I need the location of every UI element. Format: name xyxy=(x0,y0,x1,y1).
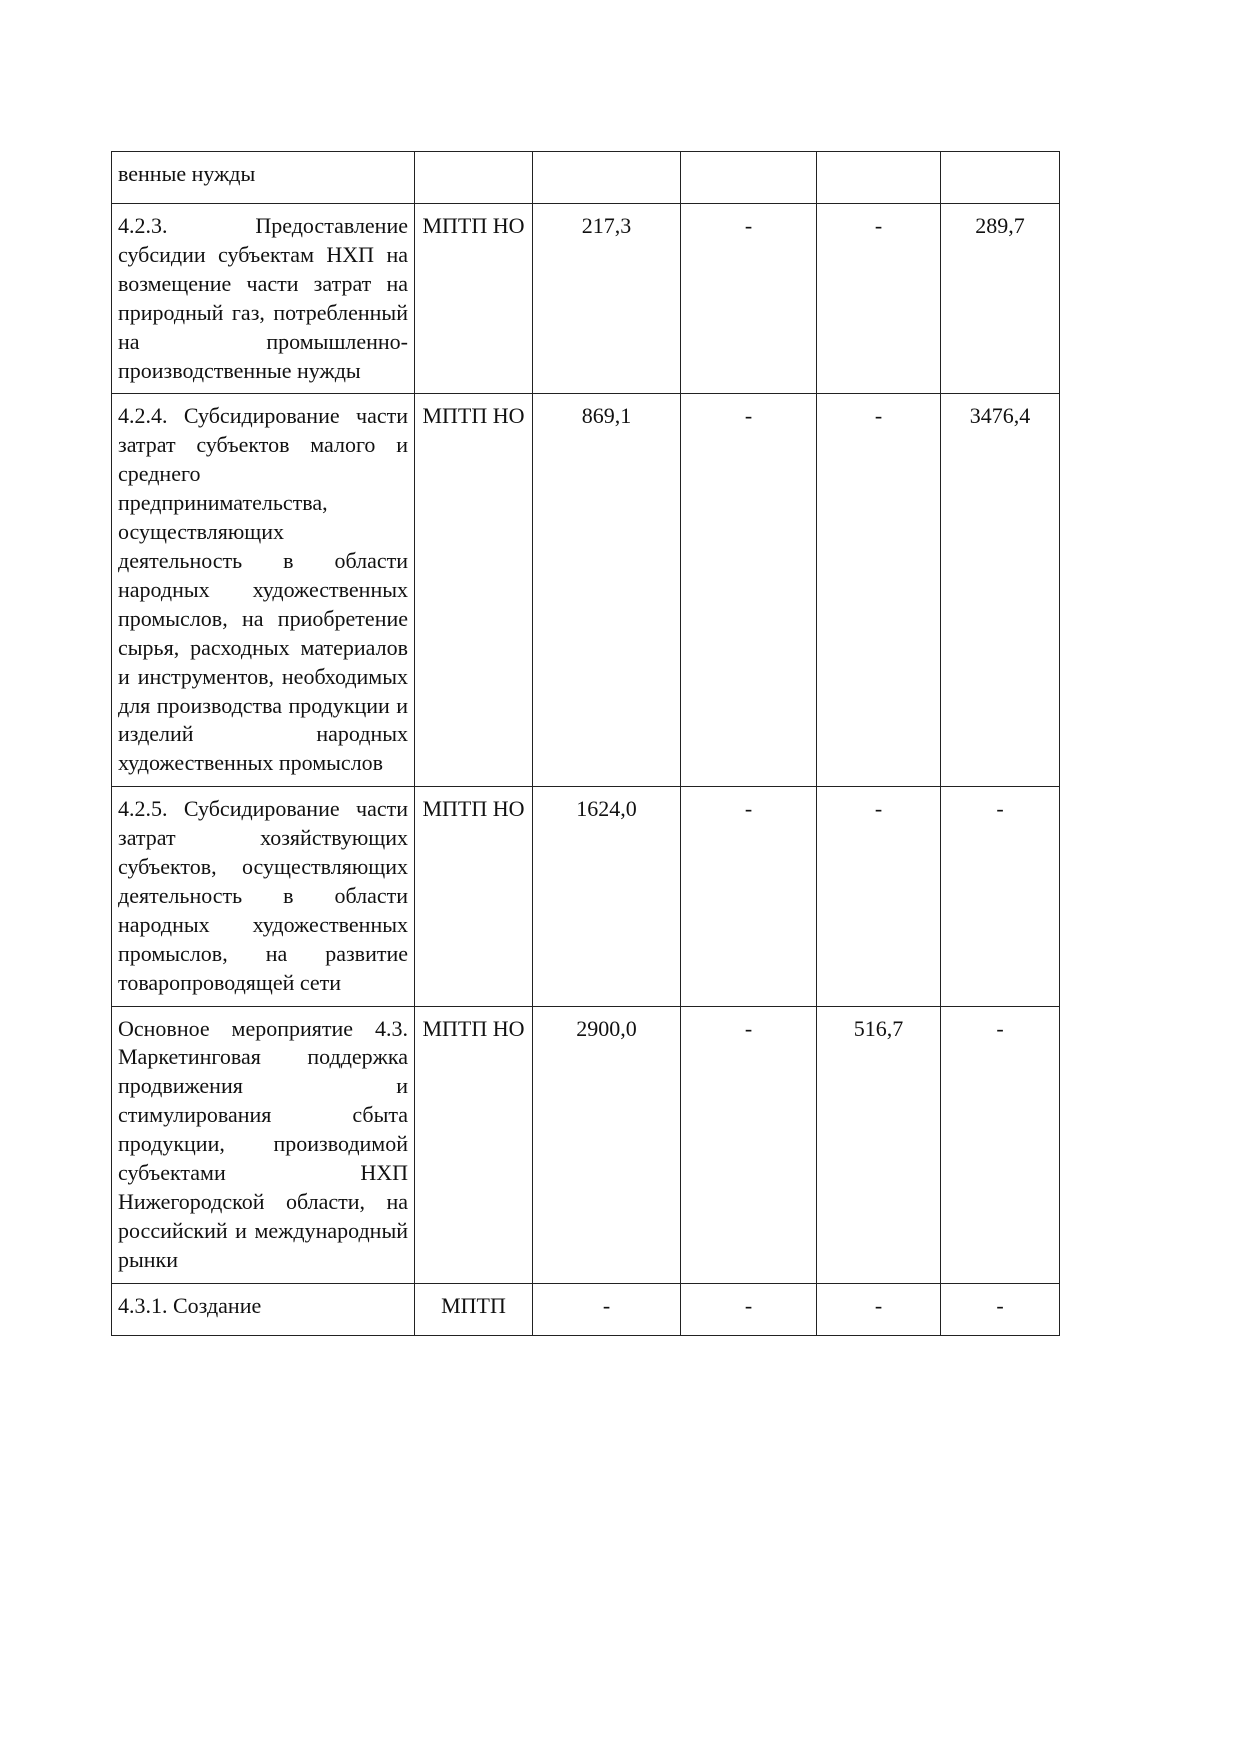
value-cell: - xyxy=(681,394,817,787)
measure-description: 4.3.1. Создание xyxy=(112,1283,415,1335)
executor-cell: МПТП НО xyxy=(415,394,533,787)
value-cell: - xyxy=(681,1006,817,1283)
value-cell: - xyxy=(681,204,817,394)
value-cell: - xyxy=(681,1283,817,1335)
value-cell: - xyxy=(817,787,941,1006)
value-cell xyxy=(941,152,1060,204)
value-cell: - xyxy=(533,1283,681,1335)
measure-description: венные нужды xyxy=(112,152,415,204)
table-row xyxy=(112,204,1060,394)
value-cell: - xyxy=(817,394,941,787)
table-row xyxy=(112,1006,1060,1283)
value-cell: - xyxy=(941,1283,1060,1335)
value-cell xyxy=(533,152,681,204)
measure-description: Основное мероприятие 4.3. Маркетинговая поддержка продвижения и стимулирования сбыта продукции, производимой субъектами НХП Нижегородской области, на российский и международный рынки xyxy=(112,1006,415,1283)
value-cell: 2900,0 xyxy=(533,1006,681,1283)
value-cell: - xyxy=(941,1006,1060,1283)
value-cell: 869,1 xyxy=(533,394,681,787)
value-cell: 289,7 xyxy=(941,204,1060,394)
table-row xyxy=(112,152,1060,204)
measure-description: 4.2.4. Субсидирование части затрат субъектов малого и среднего предпринимательства, осуществляющих деятельность в области народных художественных промыслов, на приобретение сырья, расходных материалов и инструментов, необходимых для производства продукции и изделий народных художественных промыслов xyxy=(112,394,415,787)
value-cell: - xyxy=(817,204,941,394)
table-row xyxy=(112,787,1060,1006)
executor-cell: МПТП НО xyxy=(415,1006,533,1283)
executor-cell xyxy=(415,152,533,204)
value-cell: 1624,0 xyxy=(533,787,681,1006)
budget-table xyxy=(111,151,1060,1336)
measure-description: 4.2.5. Субсидирование части затрат хозяйствующих субъектов, осуществляющих деятельность в области народных художественных промыслов, на развитие товаропроводящей сети xyxy=(112,787,415,1006)
value-cell: 3476,4 xyxy=(941,394,1060,787)
value-cell xyxy=(817,152,941,204)
value-cell: 516,7 xyxy=(817,1006,941,1283)
value-cell: - xyxy=(817,1283,941,1335)
executor-cell: МПТП xyxy=(415,1283,533,1335)
executor-cell: МПТП НО xyxy=(415,787,533,1006)
value-cell: - xyxy=(941,787,1060,1006)
table-row xyxy=(112,394,1060,787)
value-cell xyxy=(681,152,817,204)
value-cell: 217,3 xyxy=(533,204,681,394)
table-row xyxy=(112,1283,1060,1335)
value-cell: - xyxy=(681,787,817,1006)
executor-cell: МПТП НО xyxy=(415,204,533,394)
measure-description: 4.2.3. Предоставление субсидии субъектам НХП на возмещение части затрат на природный газ, потребленный на промышленно-производственные нужды xyxy=(112,204,415,394)
